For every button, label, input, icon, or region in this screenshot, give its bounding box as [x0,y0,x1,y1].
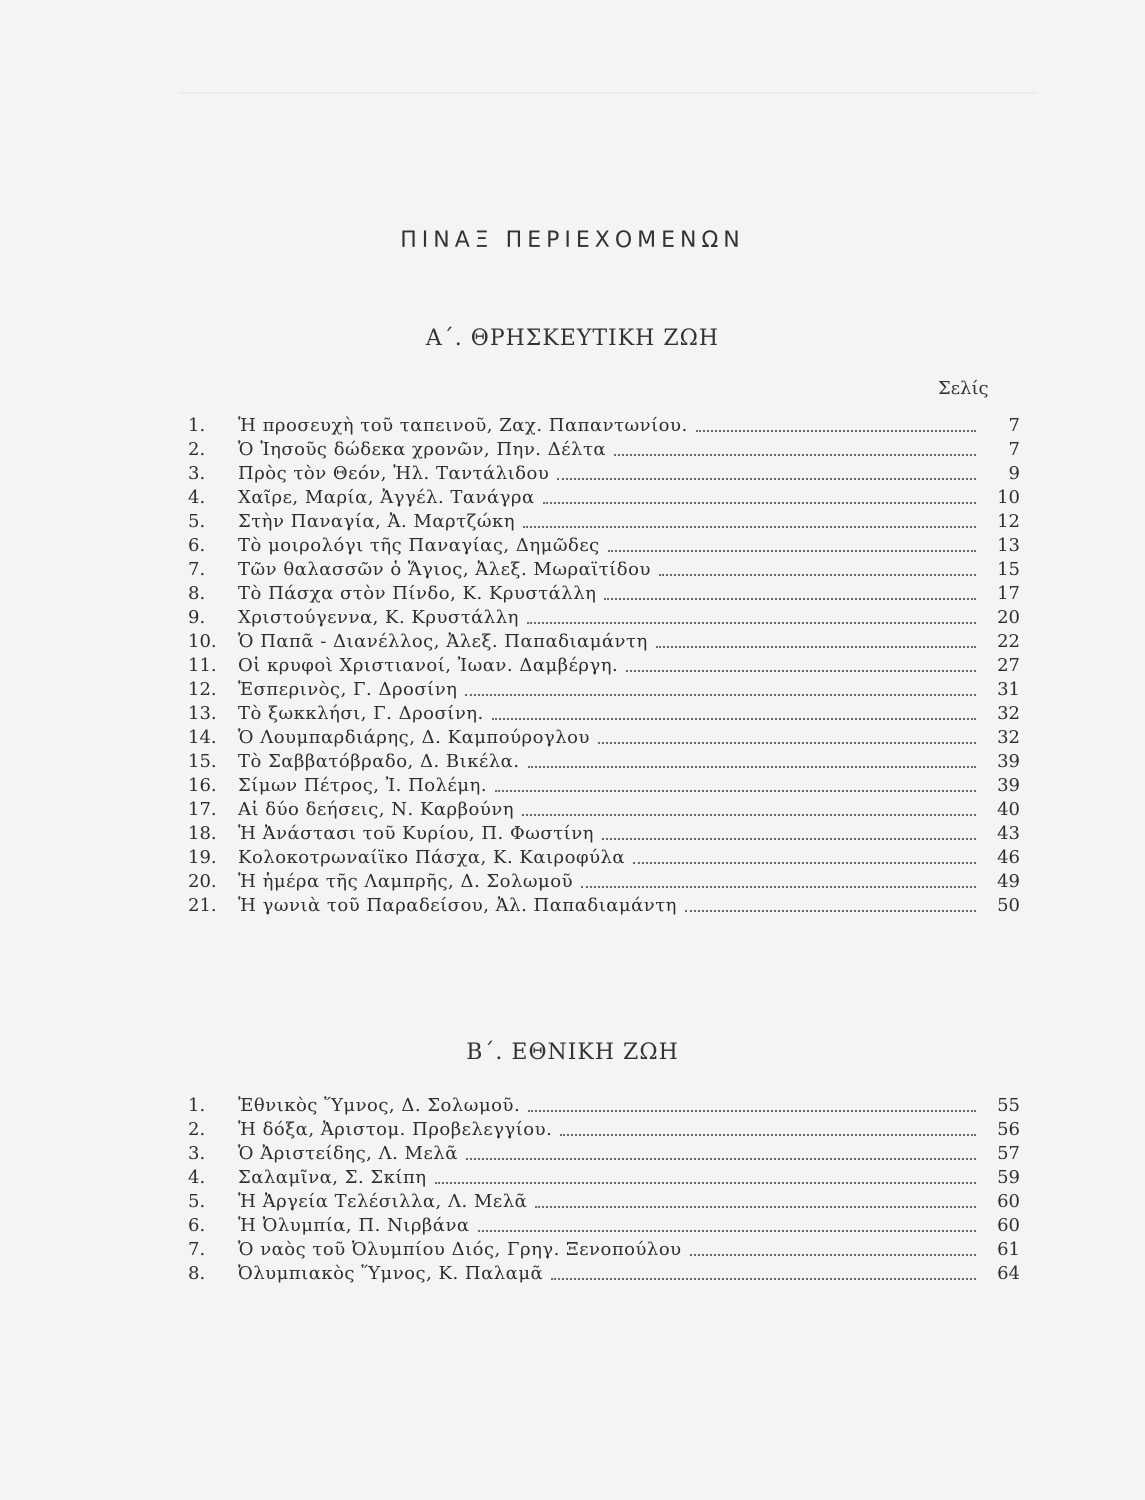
entry-number: 2. [188,1119,206,1140]
entry-page-number: 43 [997,823,1020,844]
toc-entry [188,870,1020,894]
entry-number: 6. [188,535,206,556]
toc-entry [188,894,1020,918]
dot-leader [528,750,976,768]
dot-leader [495,774,976,792]
toc-entry [188,846,1020,870]
entry-page-number: 57 [997,1143,1020,1164]
toc-entry [188,486,1020,510]
dot-leader [478,1214,976,1232]
entry-number: 3. [188,1143,206,1164]
dot-leader [604,582,976,600]
entry-title: Ἐθνικὸς Ὕμνος, Δ. Σολωμοῦ. [238,1095,521,1116]
toc-entry [188,606,1020,630]
toc-entry [188,678,1020,702]
toc-entry [188,1118,1020,1142]
section-heading-b: Β΄. ΕΘΝΙΚΗ ΖΩΗ [466,1040,679,1065]
entry-title: Ἡ δόξα, Ἀριστομ. Προβελεγγίου. [238,1119,553,1140]
dot-leader [602,822,976,840]
entry-title: Σαλαμῖνα, Σ. Σκίπη [238,1167,427,1188]
dot-leader [626,654,976,672]
entry-title: Τὸ Σαββατόβραδο, Δ. Βικέλα. [238,751,520,772]
dot-leader [557,462,976,480]
entry-page-number: 61 [997,1239,1020,1260]
entry-title: Ὁ Ἀριστείδης, Λ. Μελᾶ [238,1143,458,1164]
entry-title: Ἡ γωνιὰ τοῦ Παραδείσου, Ἀλ. Παπαδιαμάντη [238,895,677,916]
toc-entry [188,750,1020,774]
toc-entry [188,774,1020,798]
dot-leader [543,486,976,504]
entry-page-number: 15 [997,559,1020,580]
entry-number: 3. [188,463,206,484]
toc-entry [188,1214,1020,1238]
toc-entry [188,1190,1020,1214]
dot-leader [608,534,976,552]
toc-entry [188,702,1020,726]
dot-leader [528,1094,976,1112]
section-heading-a: Α΄. ΘΡΗΣΚΕΥΤΙΚΗ ΖΩΗ [425,326,720,351]
entry-number: 5. [188,511,206,532]
entry-title: Στὴν Παναγία, Ἀ. Μαρτζώκη [238,511,516,532]
dot-leader [685,894,976,912]
entry-title: Πρὸς τὸν Θεόν, Ἠλ. Ταντάλιδου [238,463,550,484]
entry-page-number: 46 [997,847,1020,868]
entry-title: Ὁ Λουμπαρδιάρης, Δ. Καμπούρογλου [238,727,590,748]
entry-page-number: 39 [997,775,1020,796]
entry-page-number: 12 [997,511,1020,532]
entry-title: Τὸ Πάσχα στὸν Πίνδο, Κ. Κρυστάλλη [238,583,597,604]
dot-leader [551,1262,976,1280]
entry-page-number: 22 [997,631,1020,652]
entry-number: 8. [188,583,206,604]
entry-title: Τῶν θαλασσῶν ὁ Ἅγιος, Ἀλεξ. Μωραϊτίδου [238,559,651,580]
entry-title: Ὀλυμπιακὸς Ὕμνος, Κ. Παλαμᾶ [238,1263,544,1284]
entry-title: Οἱ κρυφοὶ Χριστιανοί, Ἰωαν. Δαμβέργη. [238,655,619,676]
entry-page-number: 60 [997,1191,1020,1212]
dot-leader [560,1118,976,1136]
toc-entry [188,414,1020,438]
entry-title: Κολοκοτρωναίϊκο Πάσχα, Κ. Καιροφύλα [238,847,626,868]
toc-list-religious-life [188,414,1020,918]
entry-number: 7. [188,1239,206,1260]
dot-leader [696,414,976,432]
toc-entry [188,1166,1020,1190]
toc-entry [188,1094,1020,1118]
entry-title: Χαῖρε, Μαρία, Ἀγγέλ. Τανάγρα [238,487,535,508]
entry-number: 9. [188,607,206,628]
entry-page-number: 39 [997,751,1020,772]
toc-entry [188,726,1020,750]
page-column-label: Σελίς [938,378,989,399]
entry-title: Σίμων Πέτρος, Ἰ. Πολέμη. [238,775,488,796]
dot-leader [435,1166,976,1184]
entry-title: Ὁ ναὸς τοῦ Ὀλυμπίου Διός, Γρηγ. Ξενοπούλου [238,1239,682,1260]
entry-title: Ἡ προσευχὴ τοῦ ταπεινοῦ, Ζαχ. Παπαντωνίου. [238,415,688,436]
toc-entry [188,1238,1020,1262]
entry-page-number: 31 [997,679,1020,700]
dot-leader [659,558,976,576]
page-title: ΠΙΝΑΞ ΠΕΡΙΕΧΟΜΕΝΩΝ [400,228,745,253]
entry-title: Ἑσπερινὸς, Γ. Δροσίνη [238,679,458,700]
entry-page-number: 59 [997,1167,1020,1188]
dot-leader [465,678,976,696]
entry-title: Ἡ Ὀλυμπία, Π. Νιρβάνα [238,1215,470,1236]
entry-page-number: 7 [1008,415,1020,436]
entry-number: 19. [188,847,217,868]
entry-number: 12. [188,679,217,700]
toc-entry [188,1262,1020,1286]
entry-number: 17. [188,799,217,820]
entry-number: 16. [188,775,217,796]
entry-number: 15. [188,751,217,772]
entry-number: 1. [188,1095,206,1116]
entry-title: Τὸ μοιρολόγι τῆς Παναγίας, Δημῶδες [238,535,600,556]
toc-entry [188,438,1020,462]
entry-page-number: 64 [997,1263,1020,1284]
dot-leader [633,846,976,864]
entry-number: 7. [188,559,206,580]
entry-page-number: 56 [997,1119,1020,1140]
dot-leader [535,1190,976,1208]
entry-page-number: 32 [997,727,1020,748]
entry-page-number: 27 [997,655,1020,676]
toc-entry [188,654,1020,678]
entry-page-number: 13 [997,535,1020,556]
entry-title: Ὁ Ἰησοῦς δώδεκα χρονῶν, Πην. Δέλτα [238,439,607,460]
entry-title: Χριστούγεννα, Κ. Κρυστάλλη [238,607,519,628]
entry-page-number: 32 [997,703,1020,724]
dot-leader [466,1142,976,1160]
entry-number: 1. [188,415,206,436]
entry-number: 4. [188,1167,206,1188]
entry-title: Ἡ Ἀργεία Τελέσιλλα, Λ. Μελᾶ [238,1191,528,1212]
entry-number: 10. [188,631,217,652]
entry-page-number: 55 [997,1095,1020,1116]
entry-page-number: 7 [1008,439,1020,460]
toc-entry [188,534,1020,558]
entry-page-number: 40 [997,799,1020,820]
entry-title: Αἱ δύο δεήσεις, Ν. Καρβούνη [238,799,515,820]
entry-number: 11. [188,655,217,676]
entry-number: 2. [188,439,206,460]
entry-number: 6. [188,1215,206,1236]
entry-page-number: 10 [997,487,1020,508]
entry-page-number: 60 [997,1215,1020,1236]
entry-number: 13. [188,703,217,724]
entry-page-number: 17 [997,583,1020,604]
entry-title: Ἡ Ἀνάστασι τοῦ Κυρίου, Π. Φωστίνη [238,823,594,844]
entry-number: 20. [188,871,217,892]
entry-title: Τὸ ξωκκλήσι, Γ. Δροσίνη. [238,703,484,724]
toc-entry [188,510,1020,534]
entry-page-number: 50 [997,895,1020,916]
dot-leader [656,630,976,648]
dot-leader [614,438,976,456]
toc-entry [188,558,1020,582]
toc-entry [188,462,1020,486]
entry-number: 4. [188,487,206,508]
entry-title: Ἡ ἡμέρα τῆς Λαμπρῆς, Δ. Σολωμοῦ [238,871,574,892]
dot-leader [598,726,976,744]
entry-number: 5. [188,1191,206,1212]
entry-page-number: 9 [1008,463,1020,484]
toc-entry [188,582,1020,606]
dot-leader [690,1238,976,1256]
entry-page-number: 49 [997,871,1020,892]
dot-leader [492,702,976,720]
entry-page-number: 20 [997,607,1020,628]
entry-number: 21. [188,895,217,916]
toc-entry [188,822,1020,846]
toc-entry [188,1142,1020,1166]
entry-title: Ὁ Παπᾶ - Διανέλλος, Ἀλεξ. Παπαδιαμάντη [238,631,648,652]
toc-list-national-life [188,1094,1020,1286]
dot-leader [581,870,976,888]
entry-number: 14. [188,727,217,748]
entry-number: 18. [188,823,217,844]
dot-leader [523,510,976,528]
bleed-through-header [178,58,1038,94]
dot-leader [527,606,976,624]
entry-number: 8. [188,1263,206,1284]
toc-entry [188,798,1020,822]
toc-entry [188,630,1020,654]
dot-leader [522,798,976,816]
